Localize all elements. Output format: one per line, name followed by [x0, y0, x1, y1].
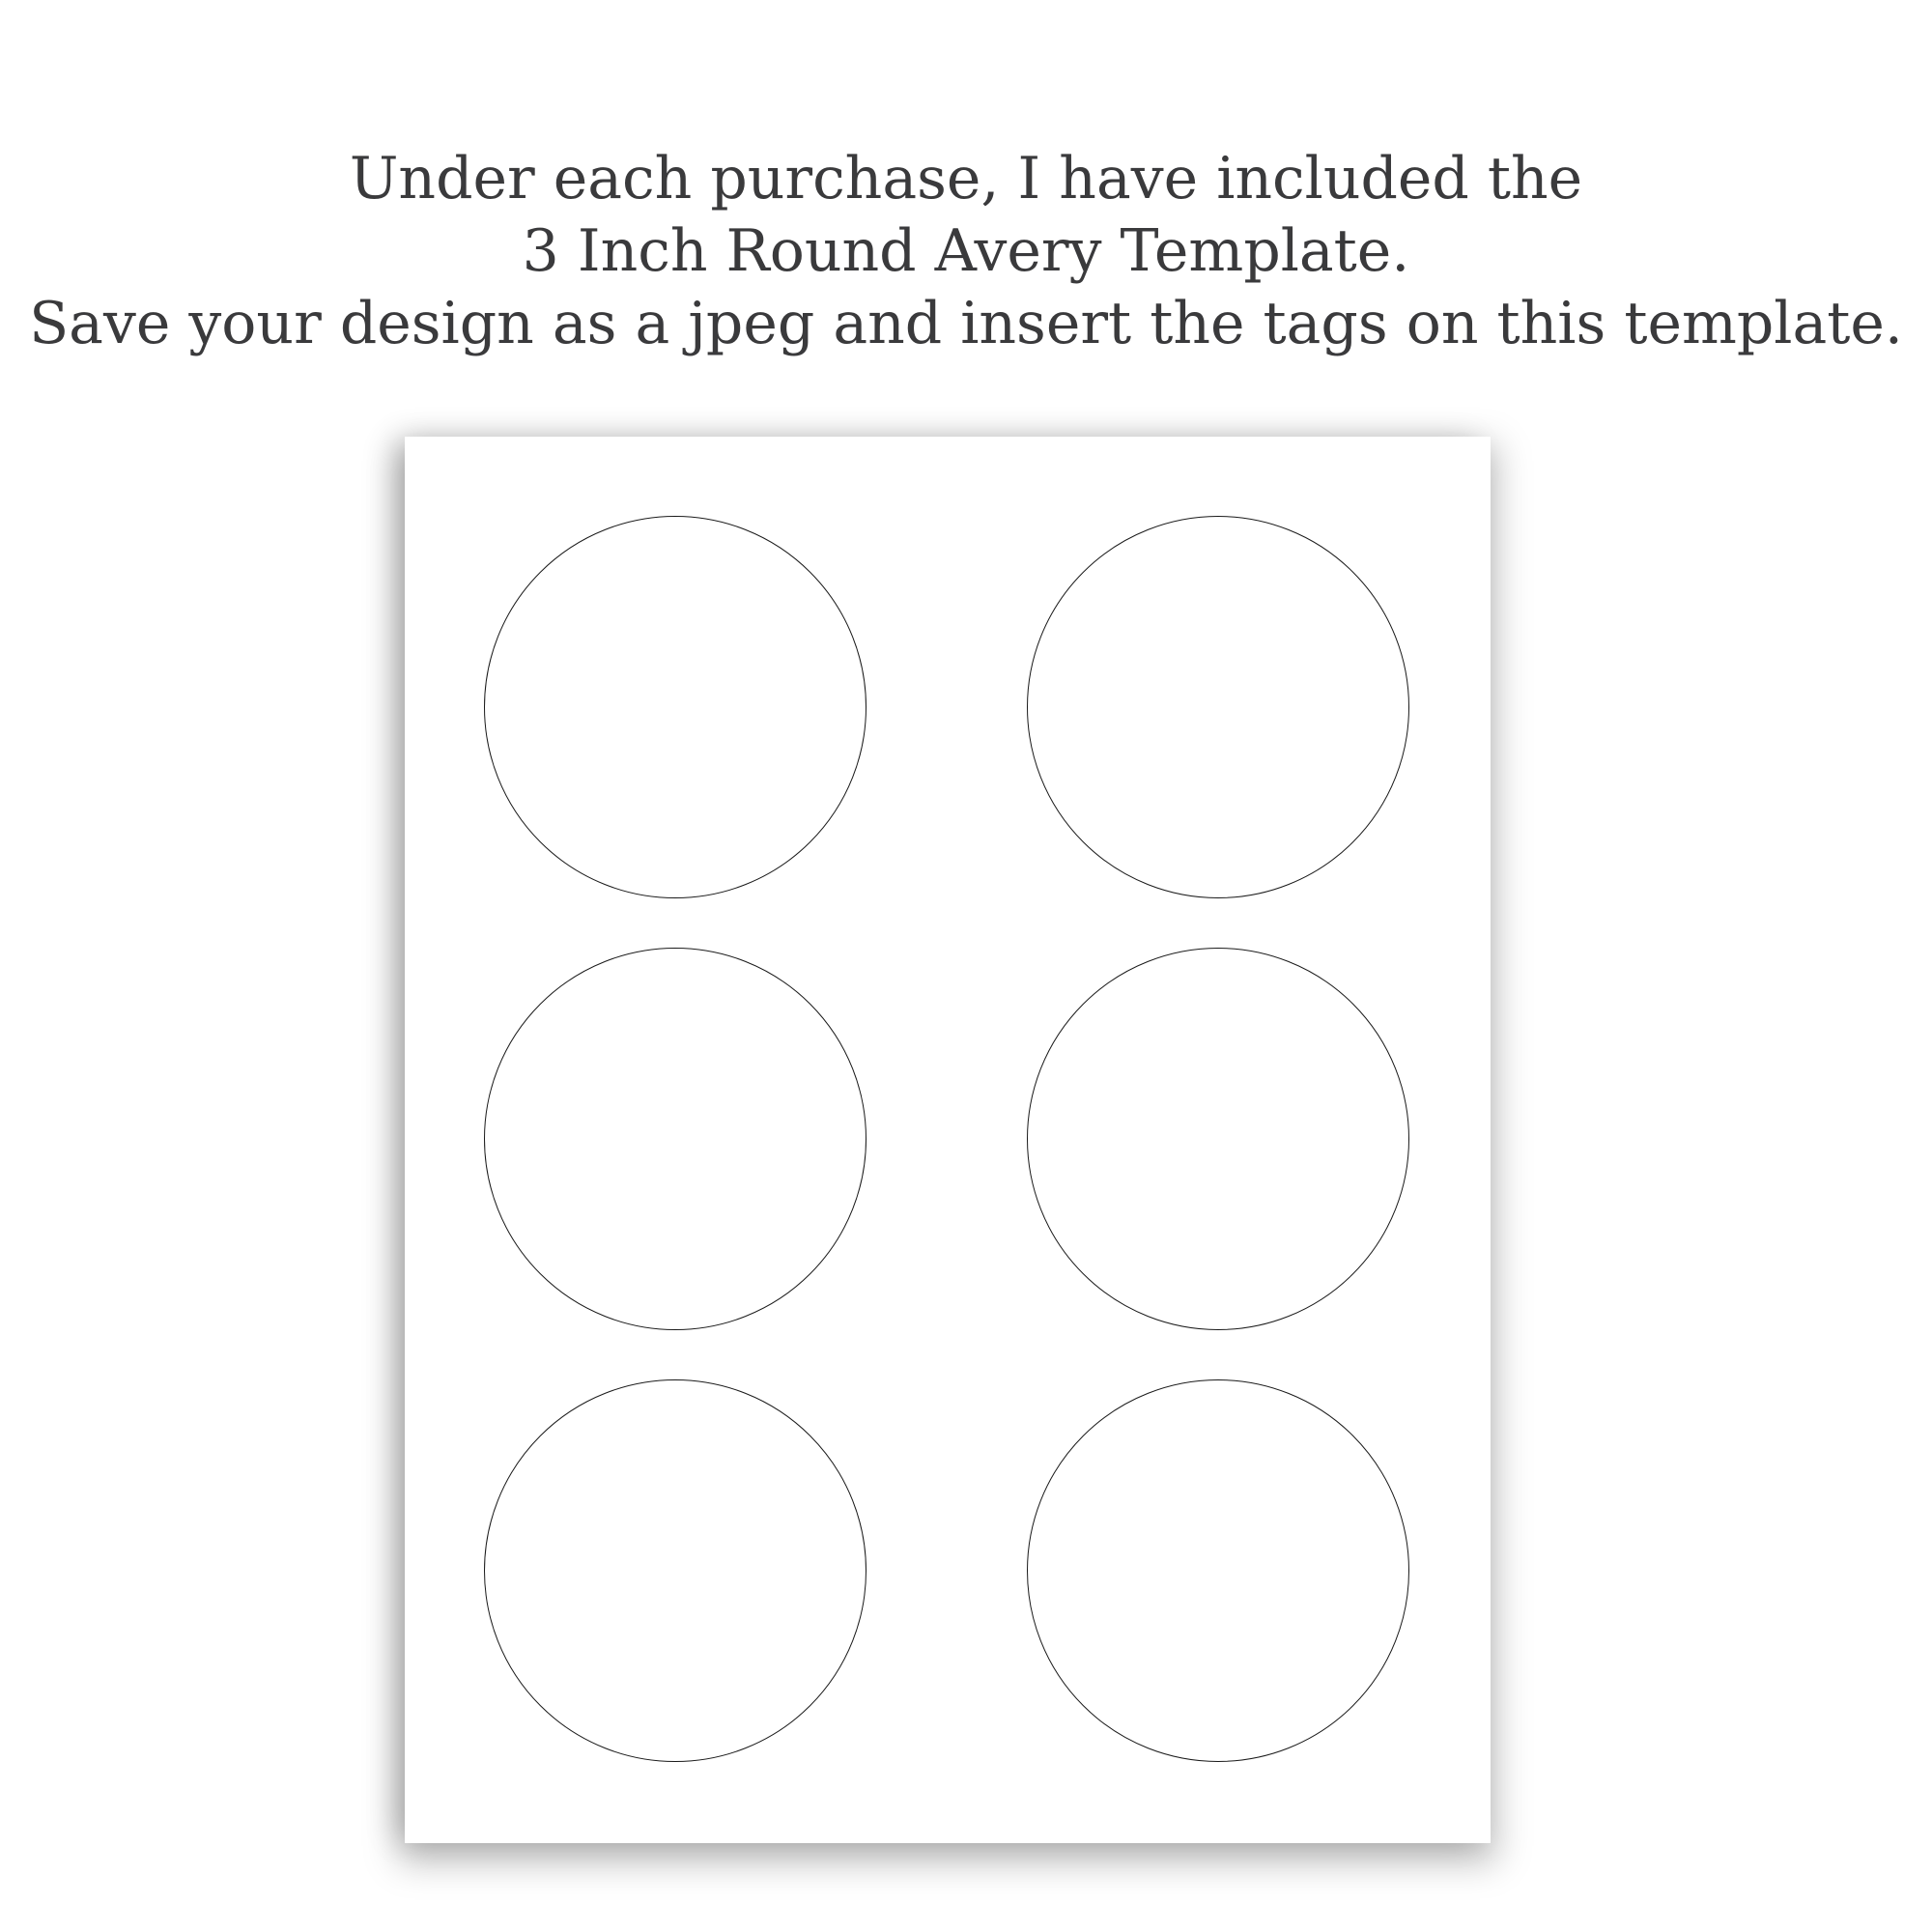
- round-label-r3-c1: [484, 1379, 867, 1762]
- round-label-r1-c2: [1027, 516, 1409, 898]
- caption-line-1: Under each purchase, I have included the: [349, 145, 1583, 213]
- round-label-r1-c1: [484, 516, 867, 898]
- caption-line-3: Save your design as a jpeg and insert the tags on this template.: [29, 290, 1903, 357]
- instruction-caption: [0, 143, 1932, 360]
- round-label-r2-c1: [484, 948, 867, 1330]
- label-sheet: [405, 437, 1491, 1843]
- caption-line-2: 3 Inch Round Avery Template.: [522, 217, 1410, 285]
- round-label-r2-c2: [1027, 948, 1409, 1330]
- round-label-r3-c2: [1027, 1379, 1409, 1762]
